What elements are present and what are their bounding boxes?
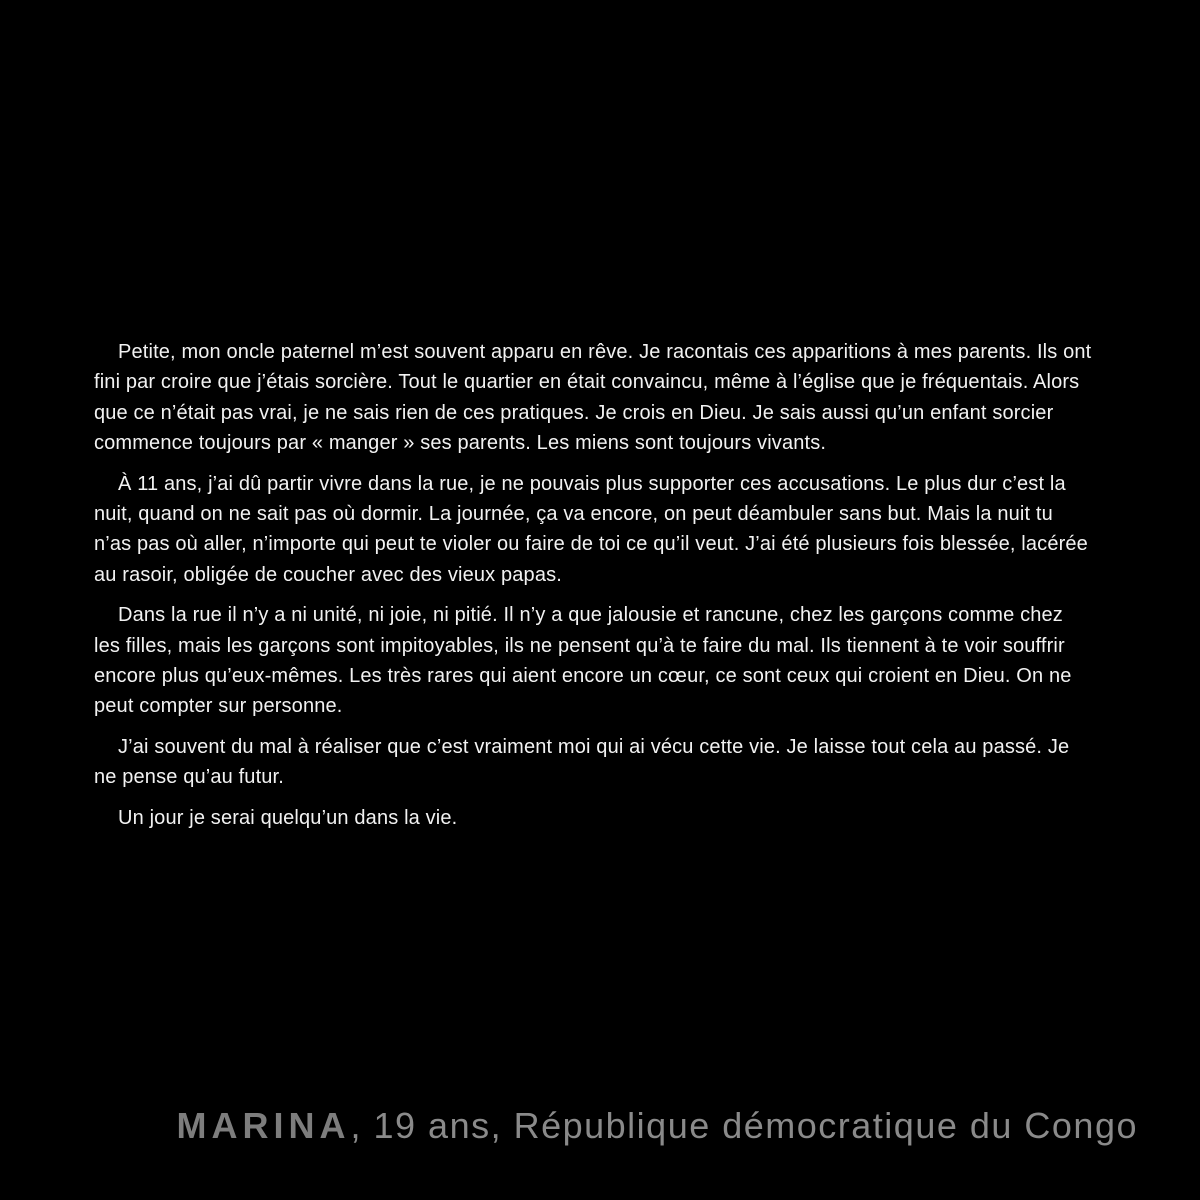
paragraph: Un jour je serai quelqu’un dans la vie.	[118, 806, 458, 829]
paragraph: Petite, mon oncle paternel m’est souvent apparu en rêve. Je racontais ces apparitions à mes parents. Ils ont fini par croire que j’étais sorcière. Tout le quartier en était convaincu, même à l’église que je fréquentais. Alors que ce n’était pas vrai, je ne sais rien de ces pratiques. Je crois en Dieu. Je sais aussi qu’un enfant sorcier commence toujours par « manger » ses parents. Les miens sont toujours vivants.	[94, 341, 1092, 455]
testimony-text	[94, 337, 1094, 843]
paragraph: J’ai souvent du mal à réaliser que c’est vraiment moi qui ai vécu cette vie. Je laisse tout cela au passé. Je ne pense qu’au futur.	[94, 735, 1070, 789]
paragraph: Dans la rue il n’y a ni unité, ni joie, ni pitié. Il n’y a que jalousie et rancune, chez les garçons comme chez les filles, mais les garçons sont impitoyables, ils ne pensent qu’à te faire du mal. Ils tiennent à te voir souffrir encore plus qu’eux-mêmes. Les très rares qui aient encore un cœur, ce sont ceux qui croient en Dieu. On ne peut compter sur personne.	[94, 604, 1072, 718]
person-name: MARINA	[176, 1105, 351, 1146]
person-details: , 19 ans, République démocratique du Congo	[350, 1105, 1138, 1146]
attribution-caption	[177, 1100, 1138, 1152]
paragraph: À 11 ans, j’ai dû partir vivre dans la rue, je ne pouvais plus supporter ces accusations. Le plus dur c’est la nuit, quand on ne sait pas où dormir. La journée, ça va encore, on peut déambuler sans but. Mais la nuit tu n’as pas où aller, n’importe qui peut te violer ou faire de toi ce qu’il veut. J’ai été plusieurs fois blessée, lacérée au rasoir, obligée de coucher avec des vieux papas.	[94, 472, 1088, 586]
